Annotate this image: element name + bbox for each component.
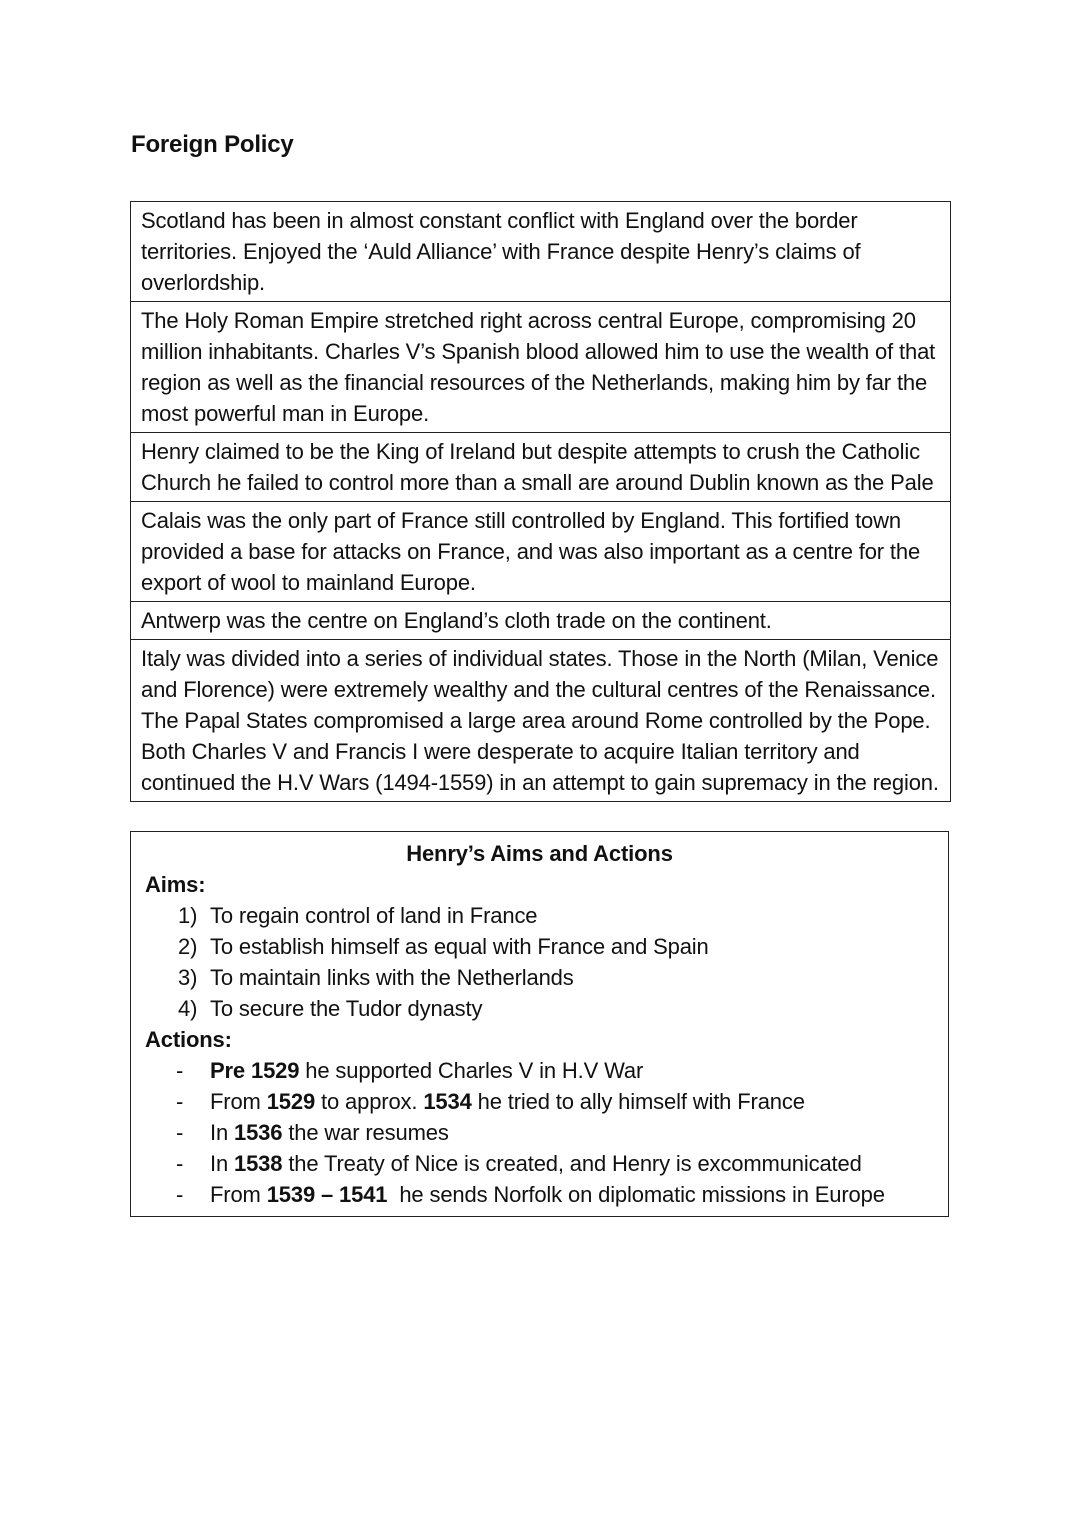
action-item xyxy=(176,1148,948,1179)
aim-item xyxy=(178,900,948,931)
action-text-pre: In xyxy=(210,1120,235,1145)
action-text-pre: From xyxy=(210,1182,267,1207)
action-date: Pre 1529 xyxy=(210,1058,300,1083)
action-item xyxy=(176,1179,948,1210)
regions-table xyxy=(130,201,951,802)
action-text xyxy=(210,1086,805,1117)
dash-bullet: - xyxy=(176,1058,184,1083)
aim-number: 4) xyxy=(178,996,198,1021)
aim-number: 1) xyxy=(178,903,198,928)
action-text-mid: he supported Charles V in H.V War xyxy=(299,1058,644,1083)
region-row-antwerp: Antwerp was the centre on England’s cloth trade on the continent. xyxy=(131,601,950,639)
action-date: 1538 xyxy=(234,1151,283,1176)
action-date: 1536 xyxy=(234,1120,283,1145)
action-text-post: he tried to ally himself with France xyxy=(471,1089,805,1114)
action-text xyxy=(210,1179,885,1210)
action-item xyxy=(176,1055,948,1086)
region-row-ireland: Henry claimed to be the King of Ireland but despite attempts to crush the Catholic Church he failed to control more than a small are around Dublin known as the Pale xyxy=(131,432,950,501)
aims-actions-heading: Henry’s Aims and Actions xyxy=(406,841,673,866)
action-date: 1539 – 1541 xyxy=(266,1182,388,1207)
action-text-mid: the Treaty of Nice is created, and Henry is excommunicated xyxy=(282,1151,862,1176)
action-text xyxy=(210,1148,862,1179)
aim-number: 3) xyxy=(178,965,198,990)
page-title: Foreign Policy xyxy=(131,131,294,158)
action-text-mid: he sends Norfolk on diplomatic missions in Europe xyxy=(387,1182,885,1207)
action-text-pre: In xyxy=(210,1151,235,1176)
aim-item xyxy=(178,962,948,993)
region-row-holy-roman-empire: The Holy Roman Empire stretched right across central Europe, compromising 20 million inhabitants. Charles V’s Spanish blood allowed him to use the wealth of that region as well as the financial resources of the Netherlands, making him by far the most powerful man in Europe. xyxy=(131,301,950,432)
actions-label: Actions: xyxy=(145,1027,232,1052)
aim-text: To establish himself as equal with France and Spain xyxy=(210,934,709,959)
action-text-mid: to approx. xyxy=(315,1089,424,1114)
aim-text: To regain control of land in France xyxy=(210,903,538,928)
action-text xyxy=(210,1117,449,1148)
dash-bullet: - xyxy=(176,1182,184,1207)
region-row-scotland: Scotland has been in almost constant conflict with England over the border territories. Enjoyed the ‘Auld Alliance’ with France despite Henry’s claims of overlordship. xyxy=(141,208,861,295)
action-text-pre: From xyxy=(210,1089,267,1114)
region-row-italy: Italy was divided into a series of individual states. Those in the North (Milan, Venice and Florence) were extremely wealthy and the cultural centres of the Renaissance. The Papal States compromised a large area around Rome controlled by the Pope. Both Charles V and Francis I were desperate to acquire Italian territory and continued the H.V Wars (1494-1559) in an attempt to gain supremacy in the region. xyxy=(131,639,950,801)
action-item xyxy=(176,1086,948,1117)
aims-list xyxy=(131,900,948,1024)
aims-label: Aims: xyxy=(145,872,206,897)
aim-number: 2) xyxy=(178,934,198,959)
region-row-calais: Calais was the only part of France still controlled by England. This fortified town provided a base for attacks on France, and was also important as a centre for the export of wool to mainland Europe. xyxy=(131,501,950,601)
actions-list xyxy=(131,1055,948,1210)
action-text xyxy=(210,1055,643,1086)
dash-bullet: - xyxy=(176,1089,184,1114)
action-date: 1529 xyxy=(266,1089,316,1114)
dash-bullet: - xyxy=(176,1120,184,1145)
aims-actions-box xyxy=(130,831,949,1217)
action-item xyxy=(176,1117,948,1148)
aim-text: To secure the Tudor dynasty xyxy=(210,996,483,1021)
aim-text: To maintain links with the Netherlands xyxy=(210,965,574,990)
aim-item xyxy=(178,993,948,1024)
aim-item xyxy=(178,931,948,962)
action-text-mid: the war resumes xyxy=(282,1120,449,1145)
action-date-end: 1534 xyxy=(423,1089,472,1114)
dash-bullet: - xyxy=(176,1151,184,1176)
